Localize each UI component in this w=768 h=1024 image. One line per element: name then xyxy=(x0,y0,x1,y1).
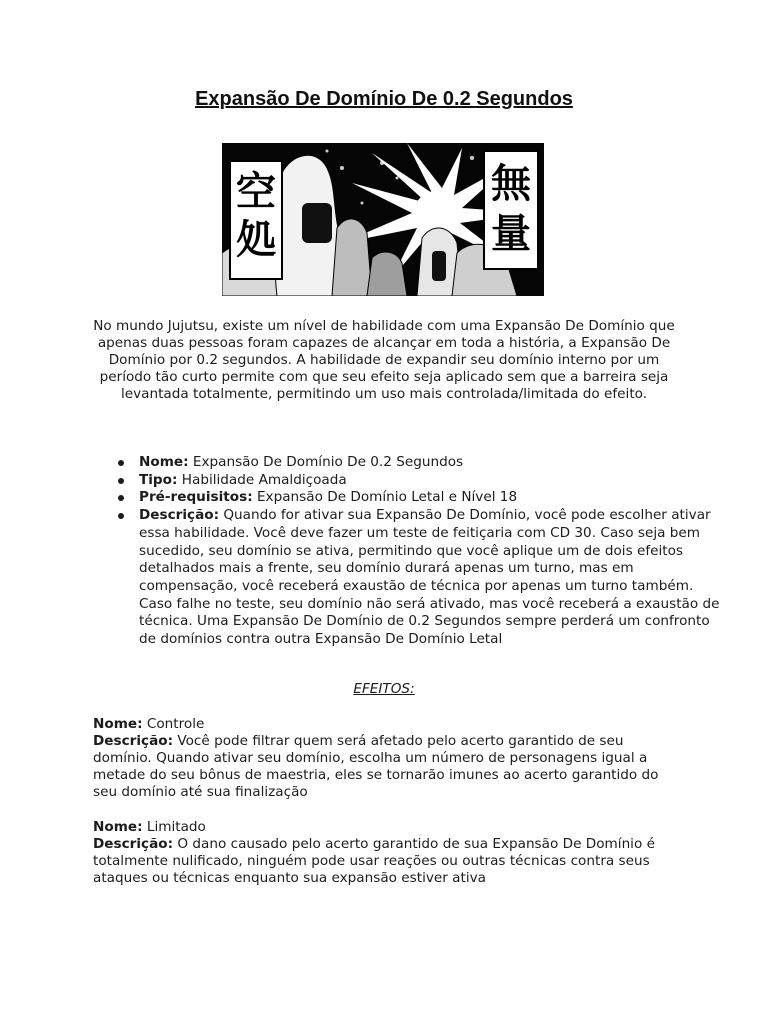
property-name xyxy=(139,454,729,472)
effects-heading: EFEITOS: xyxy=(353,681,415,697)
effect-name: Limitado xyxy=(146,819,206,835)
right-kanji-top: 無 xyxy=(491,161,531,207)
property-value: Quando for ativar sua Expansão De Domínio, você pode escolher ativar essa habilidade. Você deve fazer um teste de feitiçaria com CD 30. Caso seja bem sucedido, seu domínio se ativa, permitindo que você aplique um de dois efeitos detalhados mais a frente, seu domínio durará apenas um turno, mas em compensação, você receberá exaustão de técnica por apenas um turno também. Caso falhe no teste, seu domínio não será ativado, mas você receberá a exaustão de técnica. Uma Expansão De Domínio de 0.2 Segundos sempre perderá um confronto de domínios contra outra Expansão De Domínio Letal xyxy=(139,507,720,648)
left-kanji-top: 空 xyxy=(236,169,276,215)
left-kanji-panel xyxy=(230,161,282,279)
effect-description: Você pode filtrar quem será afetado pelo acerto garantido de seu domínio. Quando ativar seu domínio, escolha um número de personagens igual a metade do seu bônus de maestria, eles se tornarão imunes ao acerto garantido do seu domínio até sua finalização xyxy=(93,733,659,800)
left-kanji-bottom: 処 xyxy=(236,217,276,263)
effect-description-line xyxy=(93,836,673,887)
effect-description-label: Descrição: xyxy=(93,836,174,852)
page-title: Expansão De Domínio De 0.2 Segundos xyxy=(195,88,573,110)
properties-list xyxy=(93,454,729,649)
effect-name-line xyxy=(93,819,673,836)
property-value: Habilidade Amaldiçoada xyxy=(181,471,347,488)
effect-controle xyxy=(93,716,673,801)
effect-description-label: Descrição: xyxy=(93,733,174,749)
property-type xyxy=(139,472,729,490)
property-description xyxy=(139,507,729,649)
effect-name-line xyxy=(93,716,673,733)
property-label: Tipo: xyxy=(139,471,178,488)
right-kanji-bottom: 量 xyxy=(491,211,531,257)
effect-name-label: Nome: xyxy=(93,819,143,835)
effect-name-label: Nome: xyxy=(93,716,143,732)
property-value: Expansão De Domínio Letal e Nível 18 xyxy=(256,489,518,506)
property-label: Nome: xyxy=(139,454,189,470)
property-label: Descrição: xyxy=(139,507,220,524)
right-kanji-panel xyxy=(484,151,538,269)
property-value: Expansão De Domínio De 0.2 Segundos xyxy=(192,454,464,470)
effect-description-line xyxy=(93,733,673,801)
intro-paragraph: No mundo Jujutsu, existe um nível de habilidade com uma Expansão De Domínio que apenas duas pessoas foram capazes de alcançar em toda a história, a Expansão De Domínio por 0.2 segundos. A habilidade de expandir seu domínio interno por um período tão curto permite com que seu efeito seja aplicado sem que a barreira seja levantada totalmente, permitindo um uso mais controlada/limitada do efeito. xyxy=(93,318,675,402)
effect-limitado xyxy=(93,819,673,887)
effect-name: Controle xyxy=(146,716,205,732)
manga-illustration xyxy=(222,143,544,296)
effect-description: O dano causado pelo acerto garantido de sua Expansão De Domínio é totalmente nulificado, ninguém pode usar reações ou outras técnicas contra seus ataques ou técnicas enquanto sua expansão estiver ativa xyxy=(93,836,655,886)
property-prerequisites xyxy=(139,489,729,507)
property-label: Pré-requisitos: xyxy=(139,489,253,506)
